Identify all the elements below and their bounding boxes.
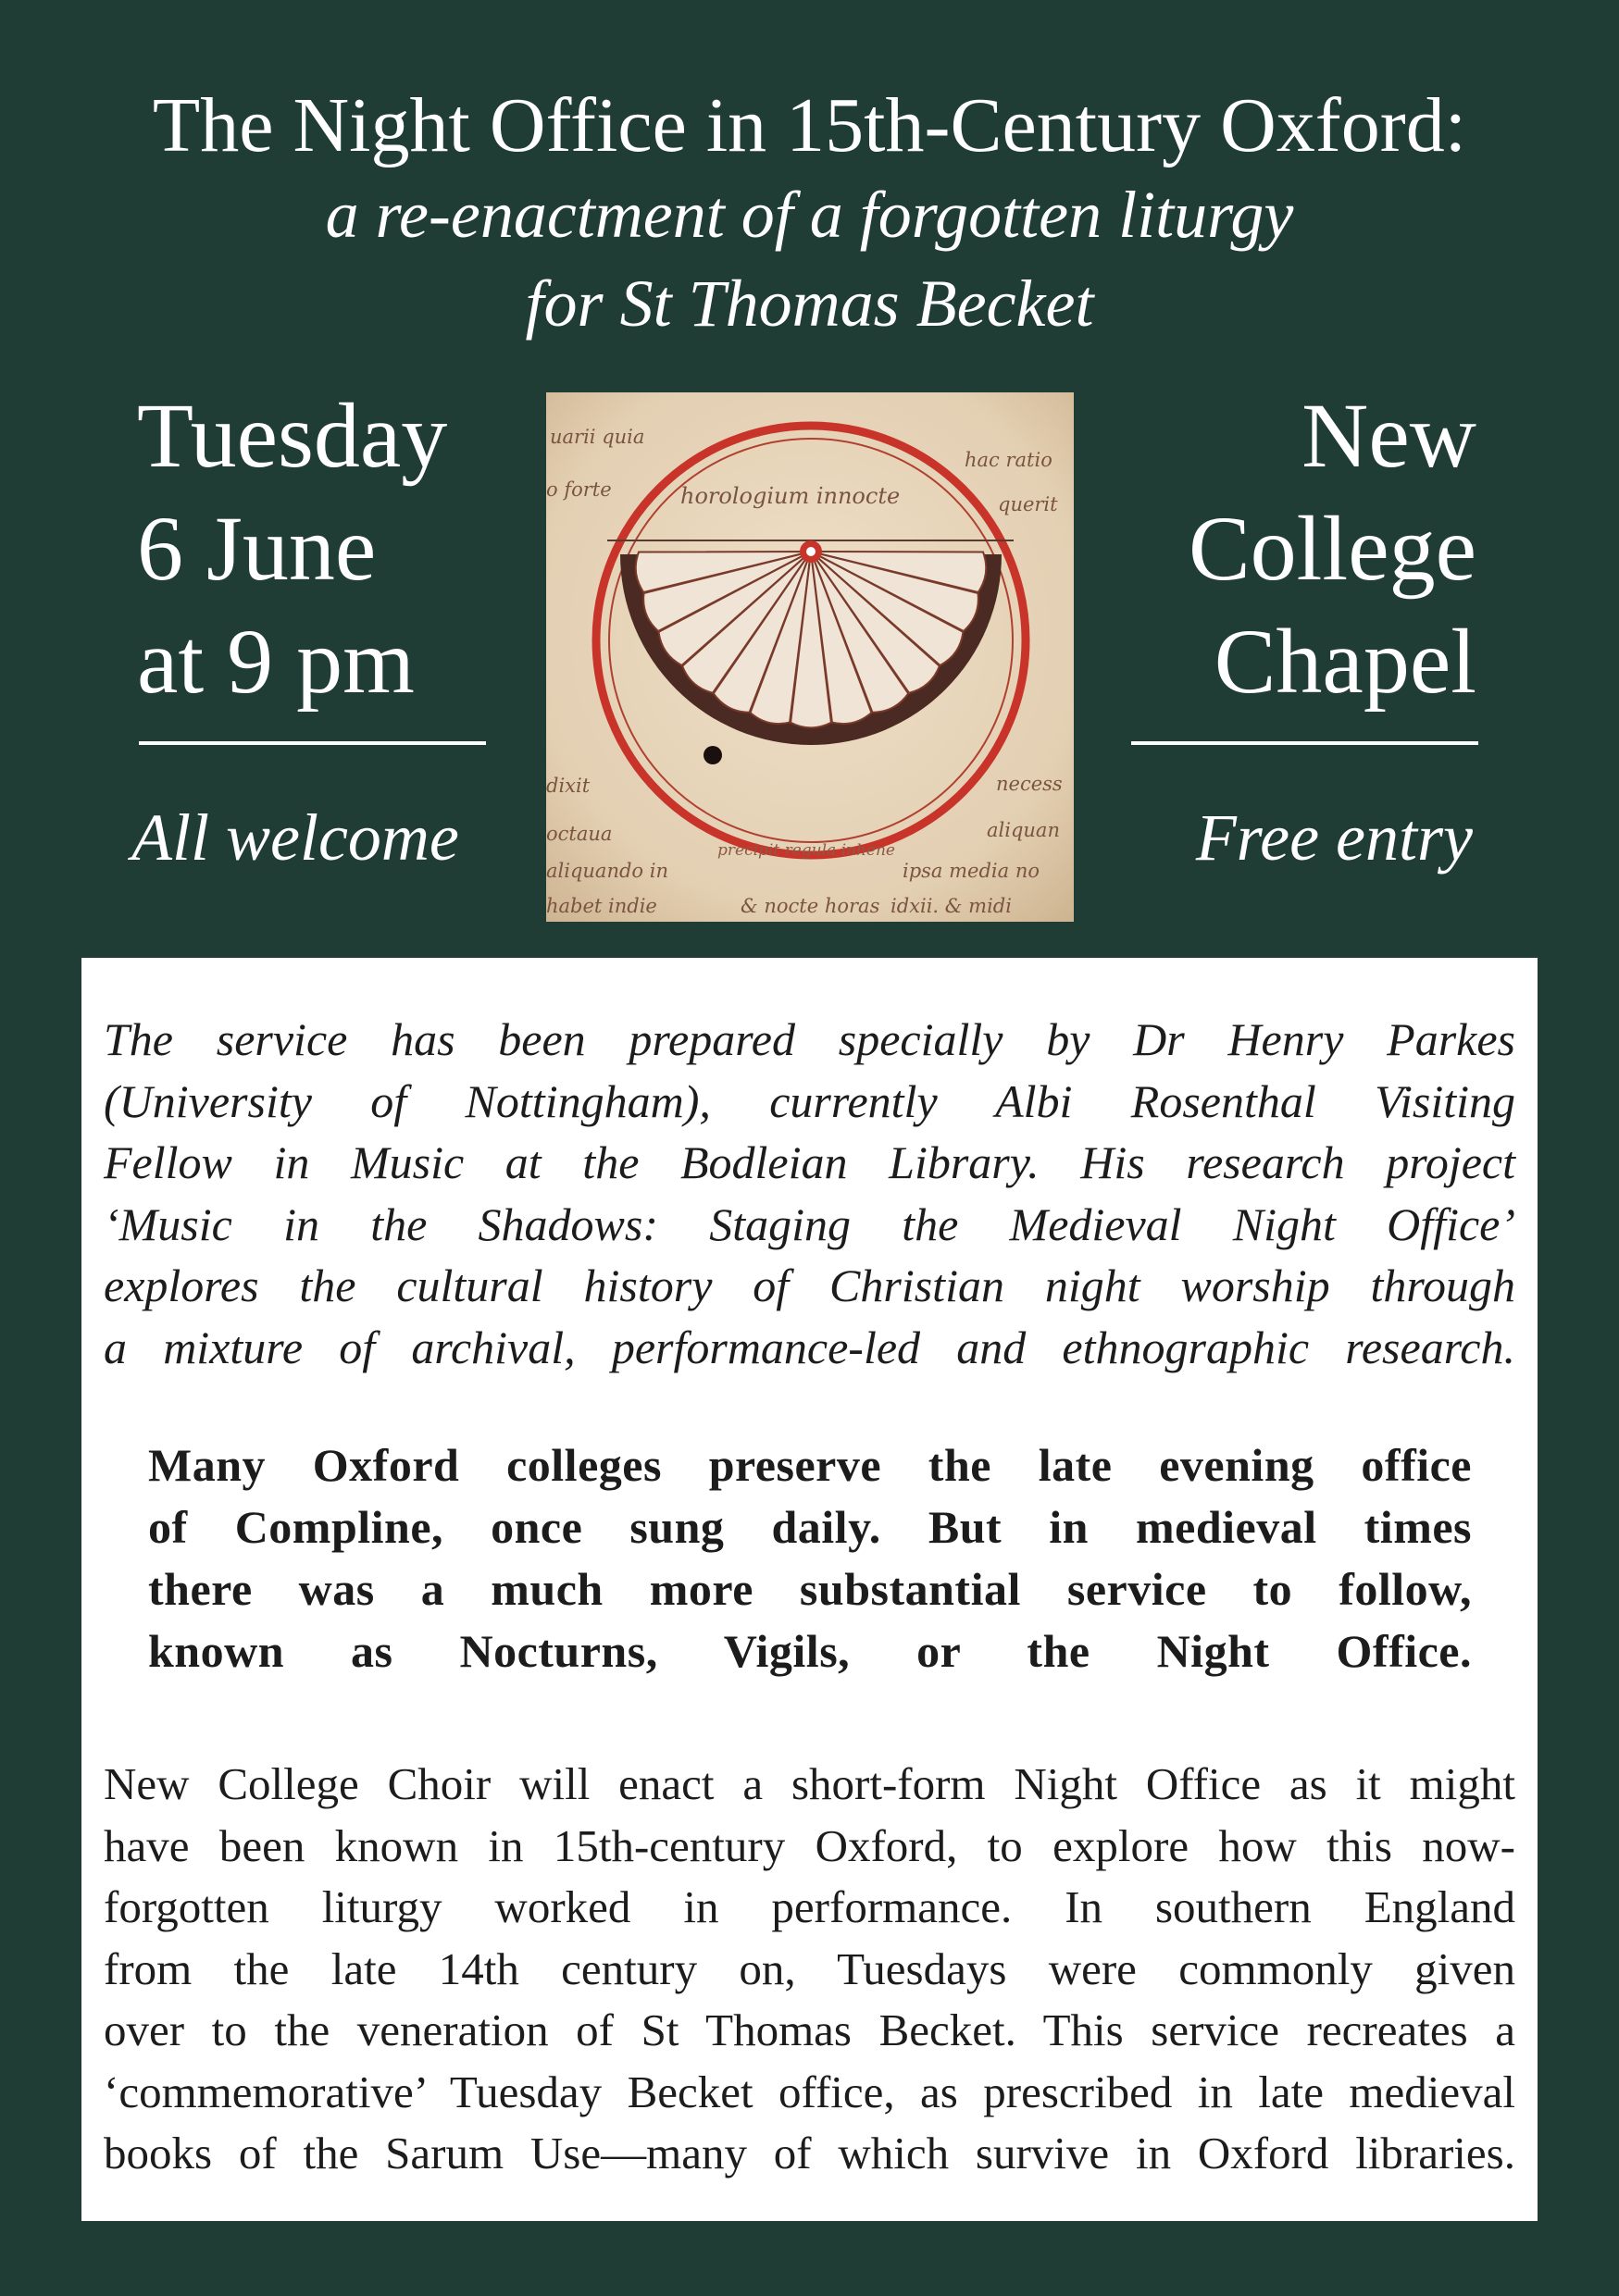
description-panel — [81, 958, 1538, 2221]
para2-line: known as Nocturns, Vigils, or the Night Office. — [148, 1625, 1472, 1677]
margin-right-3: necess — [996, 773, 1063, 795]
tagline-all-welcome: All welcome — [131, 800, 459, 875]
paragraph-about-researcher — [104, 1009, 1515, 1378]
event-date — [137, 379, 498, 718]
para1-line: The service has been prepared specially by Dr Henry Parkes — [104, 1013, 1515, 1065]
venue-line-2: College — [1188, 497, 1476, 600]
venue-line-3: Chapel — [1214, 610, 1476, 713]
margin-left-2: o forte — [546, 478, 612, 501]
poster-title — [0, 81, 1619, 348]
title-subtitle-line-2: for St Thomas Becket — [525, 267, 1094, 341]
venue-line-1: New — [1301, 384, 1476, 487]
divider-left — [139, 741, 486, 745]
para2-line: Many Oxford colleges preserve the late evening office — [148, 1439, 1472, 1491]
para3-line: forgotten liturgy worked in performance. In southern England — [104, 1881, 1515, 1932]
para1-line: a mixture of archival, performance-led and ethnographic research. — [104, 1321, 1515, 1373]
margin-bottom: & nocte horas — [741, 895, 880, 917]
margin-left-5: aliquando in — [546, 860, 668, 882]
title-main: The Night Office in 15th-Century Oxford: — [152, 82, 1467, 168]
ring-caption: horologium innocte — [680, 483, 901, 509]
date-day: Tuesday — [137, 384, 448, 487]
paragraph-compline — [148, 1434, 1472, 1682]
date-date: 6 June — [137, 497, 377, 600]
margin-left-6: habet indie — [546, 895, 657, 917]
para1-line: (University of Nottingham), currently Albi Rosenthal Visiting — [104, 1074, 1515, 1127]
margin-right-4: aliquan — [987, 819, 1060, 841]
para1-line: Fellow in Music at the Bodleian Library. His research project — [104, 1136, 1515, 1188]
para3-line: have been known in 15th-century Oxford, to explore how this now- — [104, 1819, 1515, 1871]
para3-line: books of the Sarum Use—many of which survive in Oxford libraries. — [104, 2128, 1515, 2178]
para1-line: ‘Music in the Shadows: Staging the Medieval Night Office’ — [104, 1198, 1515, 1250]
paragraph-choir — [104, 1754, 1515, 2185]
date-time: at 9 pm — [137, 610, 415, 713]
para2-line: there was a much more substantial service to follow, — [148, 1563, 1472, 1615]
para3-line: New College Choir will enact a short-form Night Office as it might — [104, 1758, 1515, 1809]
margin-left-4: octaua — [546, 823, 613, 845]
margin-right-6: idxii. & midi — [890, 895, 1012, 917]
margin-right-1: hac ratio — [965, 449, 1052, 471]
tagline-free-entry: Free entry — [1195, 800, 1473, 875]
divider-right — [1131, 741, 1478, 745]
title-subtitle-line-1: a re-enactment of a forgotten liturgy — [325, 178, 1294, 252]
margin-left-3: dixit — [546, 775, 591, 797]
margin-left-1: uarii quia — [550, 426, 645, 448]
event-venue — [1125, 379, 1476, 718]
manuscript-horologium-image — [546, 392, 1074, 922]
para3-line: from the late 14th century on, Tuesdays were commonly given — [104, 1942, 1515, 1994]
para3-line: ‘commemorative’ Tuesday Becket office, as prescribed in late medieval — [104, 2066, 1515, 2117]
ring-lower-caption: precipit regula inhene — [717, 841, 895, 860]
para3-line: over to the veneration of St Thomas Becket. This service recreates a — [104, 2004, 1515, 2055]
margin-right-2: querit — [998, 493, 1058, 515]
margin-right-5: ipsa media no — [903, 860, 1040, 882]
para1-line: explores the cultural history of Christian night worship through — [104, 1260, 1515, 1311]
para2-line: of Compline, once sung daily. But in medieval times — [148, 1501, 1472, 1553]
